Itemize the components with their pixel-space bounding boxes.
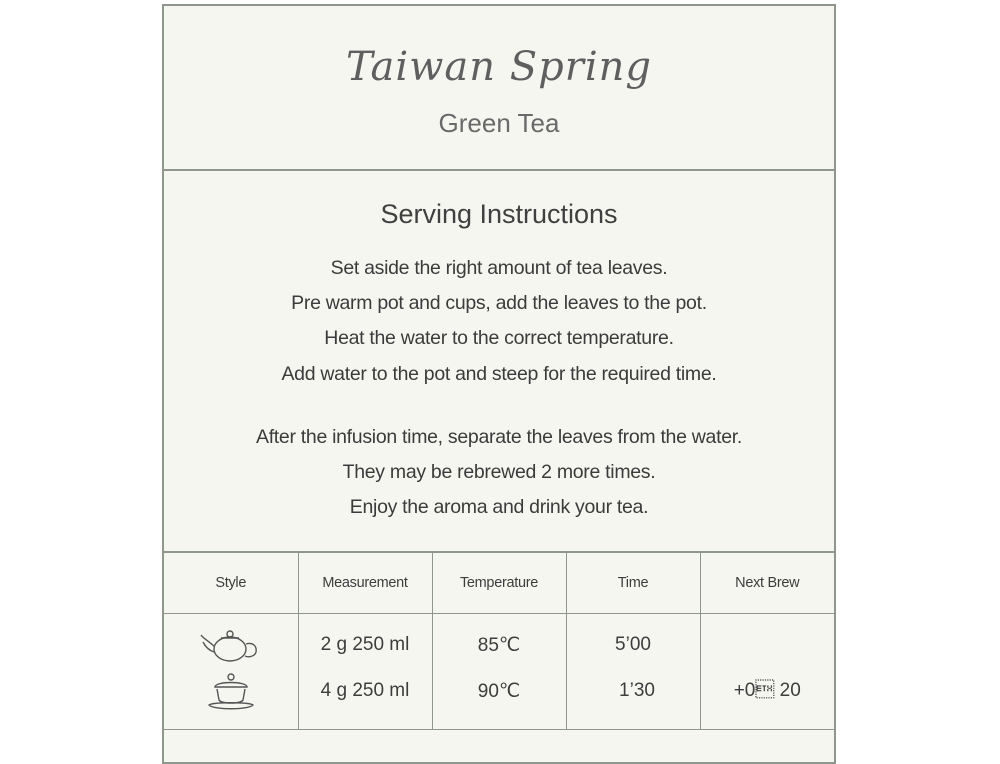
temperature-value: 90℃ bbox=[477, 681, 521, 702]
instruction-line: Add water to the pot and steep for the required time. bbox=[281, 363, 717, 385]
header-time: Time bbox=[566, 552, 700, 614]
serving-instructions bbox=[164, 171, 834, 551]
instruction-line: Set aside the right amount of tea leaves. bbox=[330, 257, 668, 279]
measurement-value: 4 g 250 ml bbox=[320, 680, 410, 701]
header-next-brew: Next Brew bbox=[700, 552, 834, 614]
instruction-line: Heat the water to the correct temperature. bbox=[324, 327, 674, 349]
next-brew-value: +0 20 bbox=[733, 680, 801, 701]
time-value: 5’00 bbox=[615, 634, 651, 655]
header-temperature: Temperature bbox=[432, 552, 566, 614]
measurement-cell bbox=[298, 614, 432, 730]
tea-card bbox=[162, 4, 836, 764]
tea-title: Taiwan Spring bbox=[345, 44, 653, 90]
tea-type: Green Tea bbox=[438, 108, 560, 138]
temperature-value: 85℃ bbox=[477, 635, 521, 656]
card-header bbox=[164, 6, 834, 171]
measurement-value: 2 g 250 ml bbox=[320, 634, 410, 655]
brewing-table bbox=[164, 551, 834, 730]
teapot-icon bbox=[199, 626, 263, 666]
time-value: 1’30 bbox=[619, 680, 655, 701]
time-cell bbox=[566, 614, 700, 730]
instruction-line: Pre warm pot and cups, add the leaves to the pot. bbox=[291, 292, 707, 314]
instruction-line: Enjoy the aroma and drink your tea. bbox=[349, 496, 649, 518]
instruction-line: After the infusion time, separate the leaves from the water. bbox=[255, 426, 742, 448]
instructions-heading: Serving Instructions bbox=[380, 199, 618, 229]
header-measurement: Measurement bbox=[298, 552, 432, 614]
next-brew-cell bbox=[700, 614, 834, 730]
gaiwan-icon bbox=[203, 672, 259, 714]
table-row bbox=[164, 614, 834, 730]
table-header-row bbox=[164, 552, 834, 614]
header-style: Style bbox=[164, 552, 298, 614]
temperature-cell bbox=[432, 614, 566, 730]
style-cell bbox=[164, 614, 298, 730]
instruction-line: They may be rebrewed 2 more times. bbox=[342, 461, 656, 483]
